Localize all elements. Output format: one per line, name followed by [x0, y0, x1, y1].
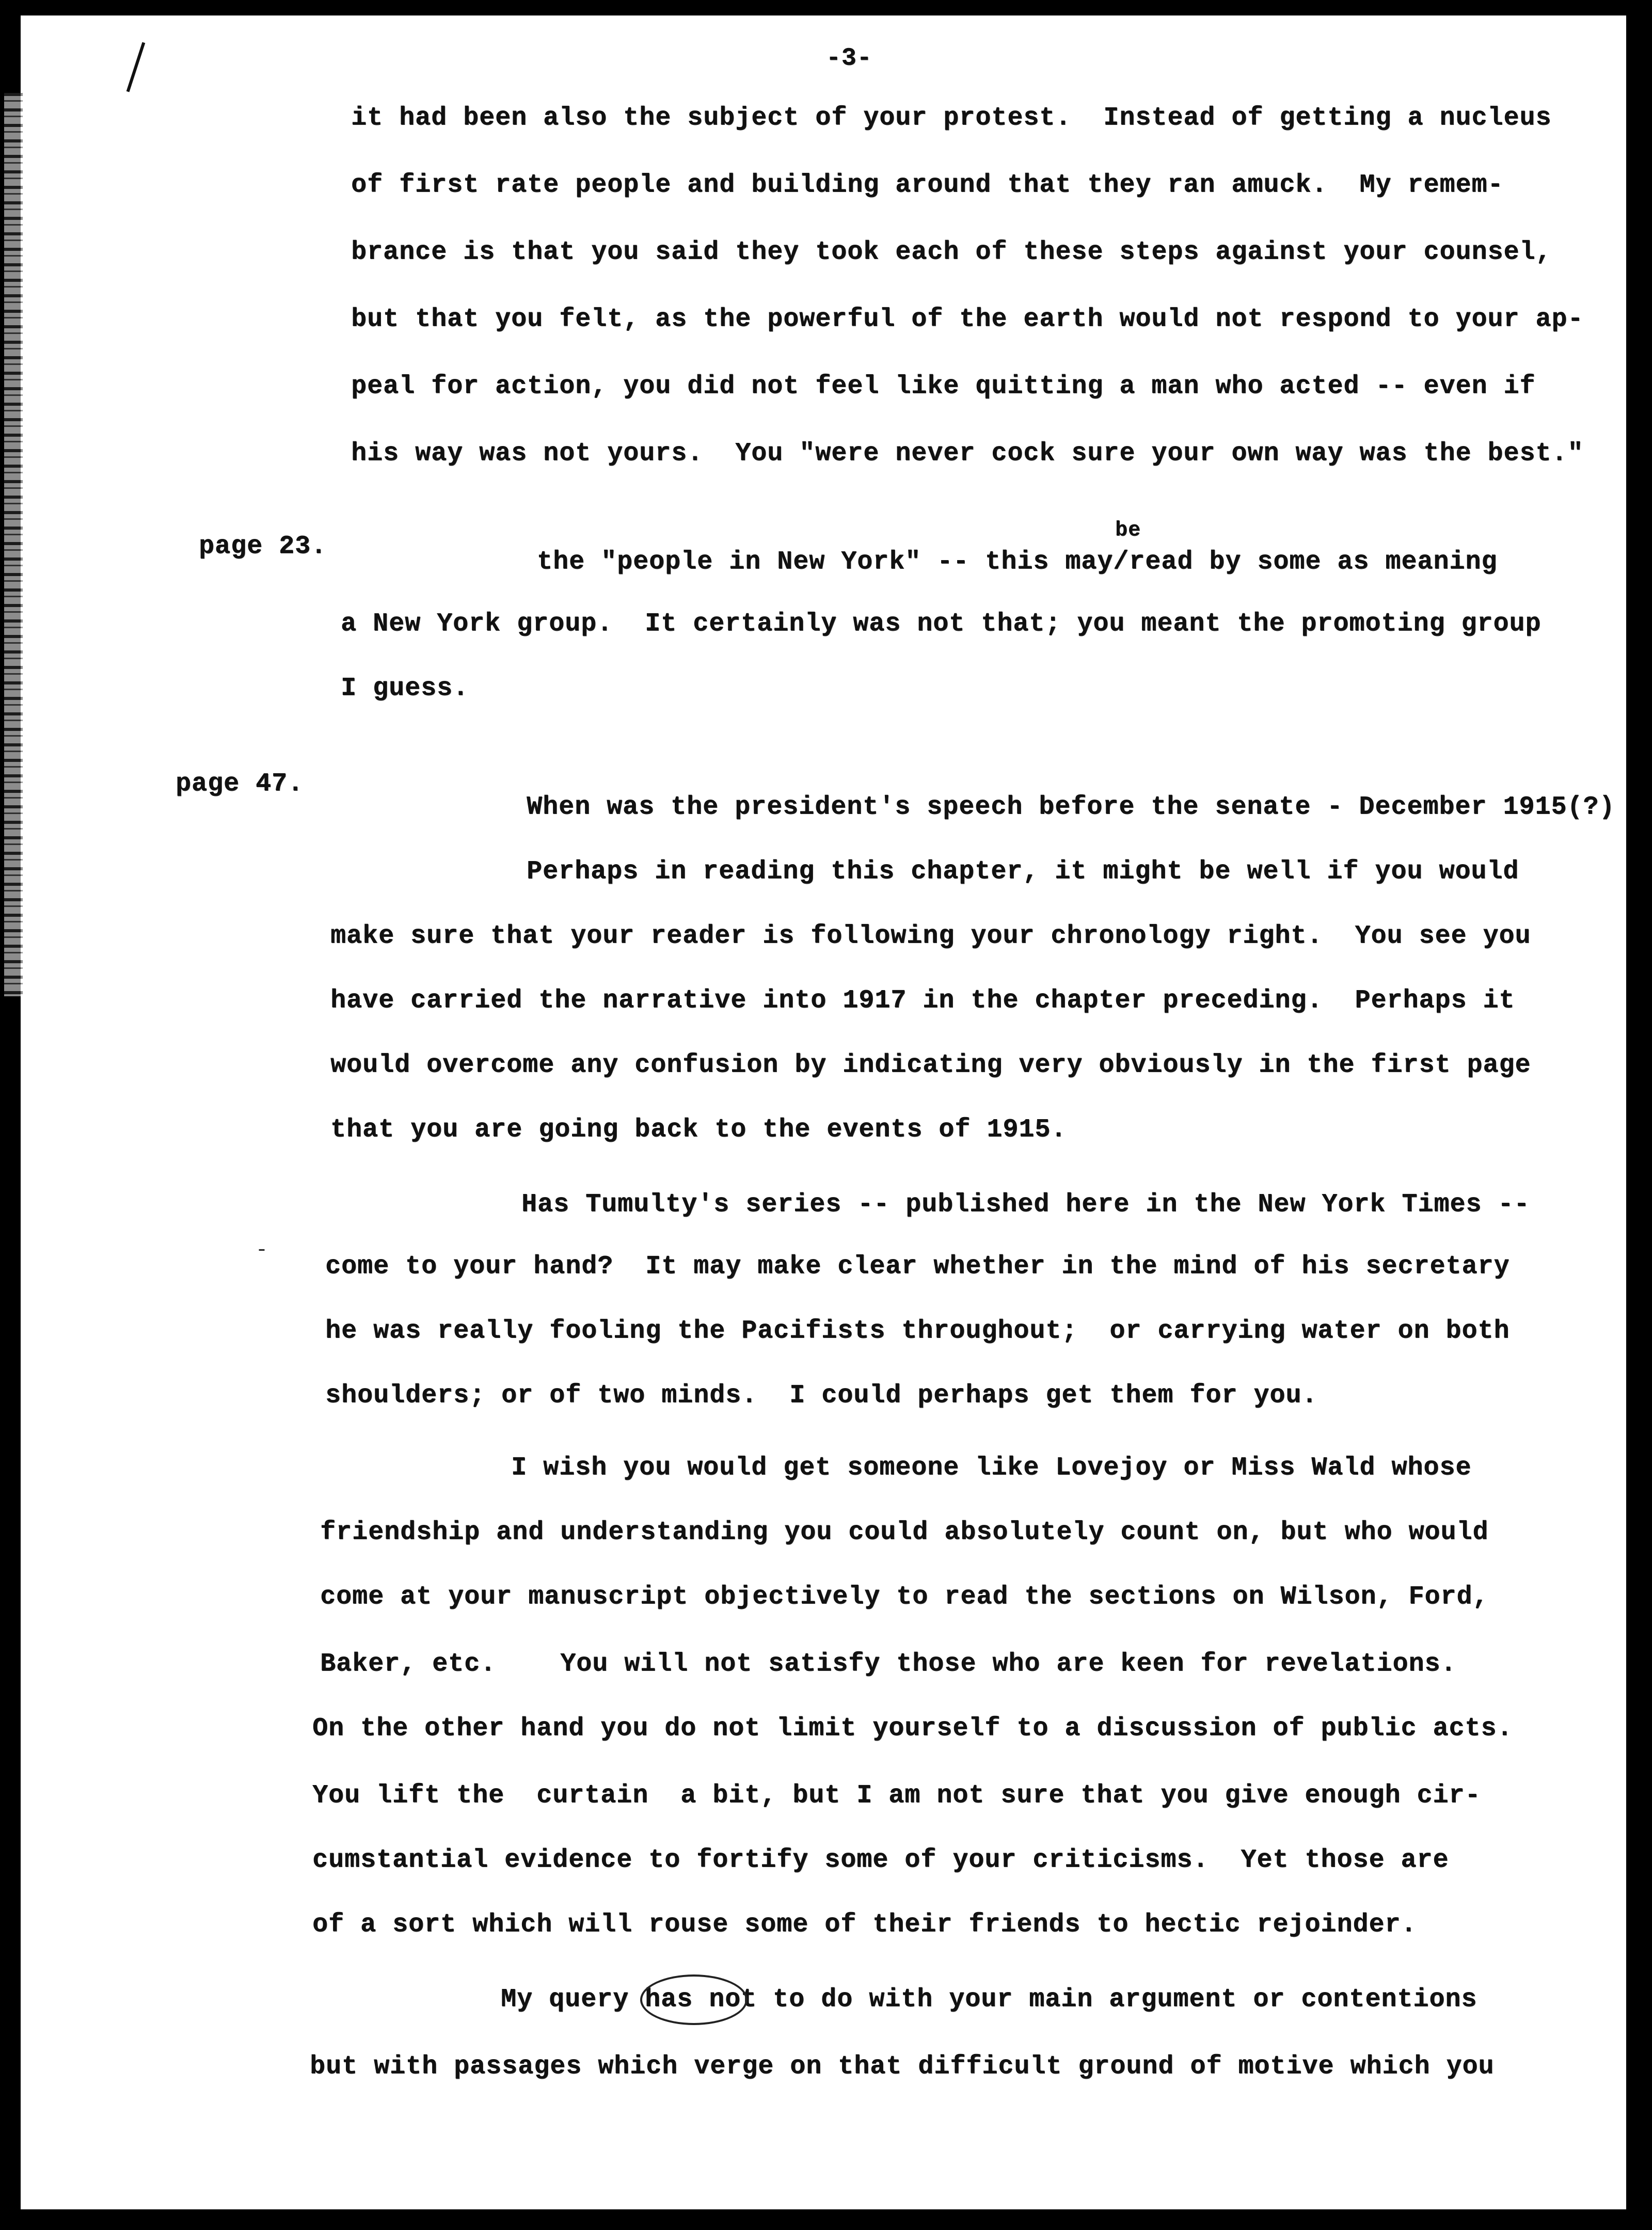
- text-line: peal for action, you did not feel like quitting a man who acted -- even if: [351, 372, 1536, 401]
- text-line: would overcome any confusion by indicating very obviously in the first page: [330, 1050, 1531, 1080]
- text-line: of first rate people and building around that they ran amuck. My remem-: [351, 170, 1504, 200]
- binding-edge: [4, 93, 23, 996]
- text-line: come to your hand? It may make clear whether in the mind of his secretary: [325, 1252, 1510, 1281]
- text-line: he was really fooling the Pacifists throughout; or carrying water on both: [325, 1316, 1510, 1346]
- handwritten-circle: [640, 1974, 748, 2025]
- text-line: brance is that you said they took each of these steps against your counsel,: [351, 237, 1552, 267]
- text-line: it had been also the subject of your protest. Instead of getting a nucleus: [351, 103, 1552, 133]
- text-line: friendship and understanding you could absolutely count on, but who would: [320, 1518, 1489, 1547]
- text-line: have carried the narrative into 1917 in the chapter preceding. Perhaps it: [330, 986, 1515, 1015]
- text-line: shoulders; or of two minds. I could perhaps get them for you.: [325, 1381, 1318, 1410]
- text-line: cumstantial evidence to fortify some of your criticisms. Yet those are: [312, 1845, 1449, 1875]
- text-line: make sure that your reader is following your chronology right. You see you: [330, 921, 1531, 951]
- text-line: On the other hand you do not limit yourself to a discussion of public acts.: [312, 1714, 1513, 1743]
- page-number: -3-: [826, 44, 872, 72]
- text-line: Has Tumulty's series -- published here in the New York Times --: [521, 1190, 1530, 1219]
- margin-reference: page 47.: [176, 769, 304, 799]
- text-line: but with passages which verge on that difficult ground of motive which you: [310, 2052, 1495, 2081]
- text-line: his way was not yours. You "were never cock sure your own way was the best.": [351, 439, 1584, 468]
- typewritten-page: [21, 15, 1626, 2209]
- text-line: You lift the curtain a bit, but I am not sure that you give enough cir-: [312, 1781, 1481, 1810]
- margin-dash: -: [256, 1239, 268, 1262]
- text-line: I wish you would get someone like Lovejoy or Miss Wald whose: [511, 1453, 1472, 1483]
- text-line: Perhaps in reading this chapter, it might be well if you would: [527, 857, 1519, 886]
- text-line: of a sort which will rouse some of their friends to hectic rejoinder.: [312, 1910, 1417, 1939]
- text-line: the "people in New York" -- this may/read by some as meaning: [537, 547, 1498, 577]
- text-line: When was the president's speech before the senate - December 1915(?): [527, 792, 1615, 822]
- handwritten-insertion: be: [1115, 519, 1141, 542]
- text-line: come at your manuscript objectively to read the sections on Wilson, Ford,: [320, 1582, 1489, 1612]
- text-line: but that you felt, as the powerful of the earth would not respond to your ap-: [351, 305, 1584, 334]
- text-line: I guess.: [341, 674, 469, 703]
- text-line: a New York group. It certainly was not that; you meant the promoting group: [341, 609, 1542, 639]
- margin-reference: page 23.: [199, 532, 327, 561]
- text-line: that you are going back to the events of 1915.: [330, 1115, 1067, 1144]
- text-line: Baker, etc. You will not satisfy those who are keen for revelations.: [320, 1649, 1457, 1679]
- text-line: My query has not to do with your main argument or contentions: [501, 1985, 1478, 2014]
